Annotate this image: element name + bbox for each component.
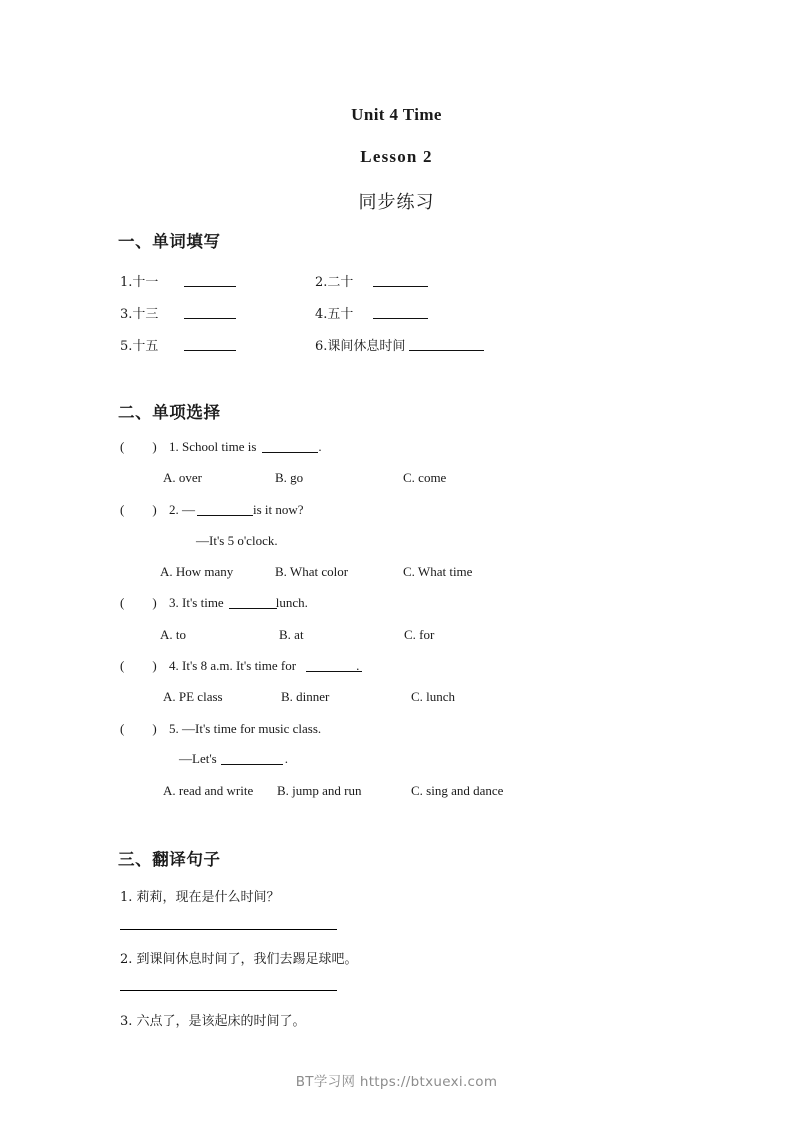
mc-q2-option-b[interactable]: B. What color: [275, 564, 349, 579]
fill-item-4-label: 4.五十: [315, 307, 354, 322]
section-2-heading: 二、单项选择: [118, 403, 221, 422]
mc-q5-blank[interactable]: [221, 764, 283, 765]
section-3-heading: 三、翻译句子: [118, 850, 221, 869]
fill-item-5-label: 5.十五: [120, 339, 159, 354]
fill-item-2-label: 2.二十: [315, 275, 354, 290]
mc-q5-stem-line2: —Let's .: [179, 751, 288, 766]
footer-watermark: BT学习网 https://btxuexi.com: [295, 1074, 498, 1090]
mc-q2-stem-line2: —It's 5 o'clock.: [196, 533, 278, 548]
mc-q2-blank[interactable]: [197, 515, 253, 516]
mc-q4-stem: 4. It's 8 a.m. It's time for .: [169, 658, 360, 673]
translate-item-1-answer-line[interactable]: [120, 929, 337, 930]
fill-item-5-blank[interactable]: [184, 350, 236, 351]
mc-q5-bracket[interactable]: ( ): [120, 721, 157, 736]
mc-q1-stem: 1. School time is .: [169, 439, 322, 454]
mc-q2-option-c[interactable]: C. What time: [403, 564, 473, 579]
mc-q1-option-b[interactable]: B. go: [275, 470, 304, 485]
translate-item-1: 1. 莉莉，现在是什么时间？: [120, 890, 280, 905]
page-subtitle-cn: 同步练习: [358, 192, 435, 213]
mc-q2-bracket[interactable]: ( ): [120, 502, 157, 517]
fill-item-1-blank[interactable]: [184, 286, 236, 287]
mc-q5-option-a[interactable]: A. read and write: [163, 783, 254, 798]
translate-item-2-answer-line[interactable]: [120, 990, 337, 991]
mc-q4-option-b[interactable]: B. dinner: [281, 689, 330, 704]
mc-q4-bracket[interactable]: ( ): [120, 658, 157, 673]
mc-q2-option-a[interactable]: A. How many: [160, 564, 234, 579]
translate-item-2: 2. 到课间休息时间了，我们去踢足球吧。: [120, 952, 358, 967]
mc-q3-blank[interactable]: [229, 608, 277, 609]
mc-q3-stem: 3. It's time lunch.: [169, 595, 308, 610]
fill-item-1-label: 1.十一: [120, 275, 159, 290]
page-subtitle: Lesson 2: [360, 147, 433, 166]
mc-q1-option-c[interactable]: C. come: [403, 470, 447, 485]
mc-q5-stem: 5. —It's time for music class.: [169, 721, 322, 736]
mc-q5-option-b[interactable]: B. jump and run: [277, 783, 362, 798]
mc-q1-option-a[interactable]: A. over: [163, 470, 202, 485]
mc-q3-option-c[interactable]: C. for: [404, 627, 435, 642]
mc-q3-bracket[interactable]: ( ): [120, 595, 157, 610]
mc-q4-option-a[interactable]: A. PE class: [163, 689, 223, 704]
fill-item-2-blank[interactable]: [373, 286, 428, 287]
section-1-heading: 一、单词填写: [118, 232, 221, 251]
mc-q4-option-c[interactable]: C. lunch: [411, 689, 456, 704]
mc-q3-option-a[interactable]: A. to: [160, 627, 186, 642]
mc-q4-blank[interactable]: [306, 671, 362, 672]
fill-item-6-blank[interactable]: [409, 350, 484, 351]
fill-item-3-label: 3.十三: [120, 307, 159, 322]
fill-item-4-blank[interactable]: [373, 318, 428, 319]
fill-item-3-blank[interactable]: [184, 318, 236, 319]
page-title: Unit 4 Time: [351, 105, 442, 124]
mc-q1-bracket[interactable]: ( ): [120, 439, 157, 454]
mc-q1-blank[interactable]: [262, 452, 318, 453]
fill-item-6-label: 6.课间休息时间: [315, 339, 406, 354]
mc-q2-stem: 2. — is it now?: [169, 502, 304, 517]
mc-q3-option-b[interactable]: B. at: [279, 627, 304, 642]
mc-q5-option-c[interactable]: C. sing and dance: [411, 783, 504, 798]
translate-item-3: 3. 六点了，是该起床的时间了。: [120, 1014, 306, 1029]
